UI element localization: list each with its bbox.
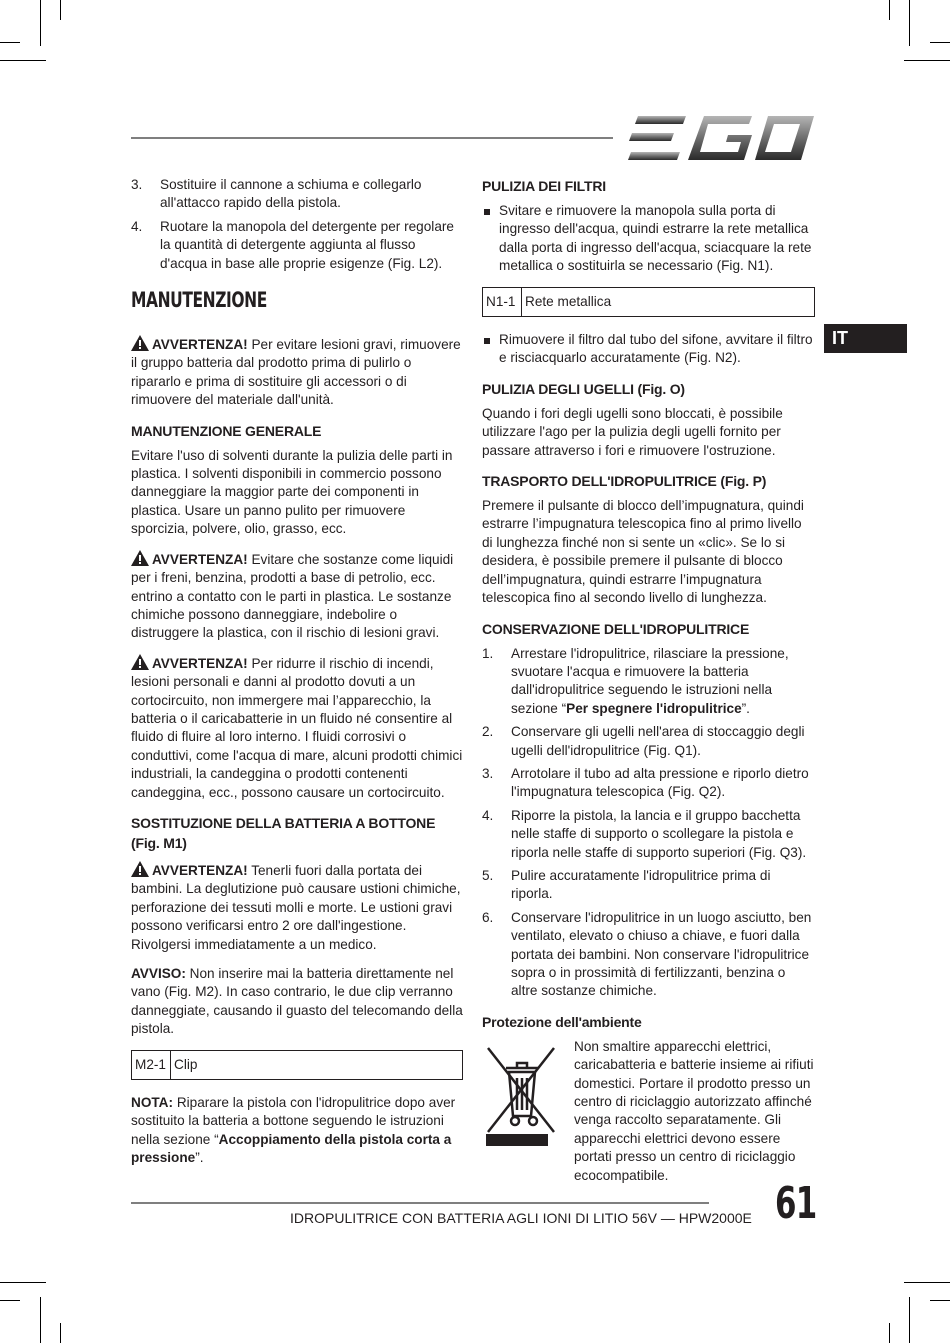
general-maintenance-text: Evitare l'uso di solventi durante la pulizia delle parti in plastica. I solventi disponibili in commercio possono danneggiare la maggior parte dei componenti in plastica. Usare un panno pulito per rimuovere sporcizia, polvere, olio, grasso, ecc. — [131, 447, 453, 537]
table-row — [483, 287, 815, 316]
weee-bin-icon — [482, 1038, 560, 1185]
list-item: 4. Riporre la pistola, la lancia e il gruppo bacchetta nelle staffe di supporto o scollegare la pistola e riporla nelle staffe di supporto superiori (Fig. Q3). — [482, 807, 807, 860]
list-item: 1. Arrestare l'idropulitrice, rilasciare la pressione, svuotare l'acqua e rimuovere la batteria dall'idropulitrice seguendo le istruzioni nella sezione “Per spegnere l'idropulitrice”. — [482, 645, 789, 716]
footer-text: IDROPULITRICE CON BATTERIA AGLI IONI DI LITIO 56V — HPW2000E — [290, 1210, 752, 1226]
crop-mark — [0, 42, 20, 43]
crop-mark — [909, 1297, 910, 1343]
crop-mark — [40, 0, 41, 46]
transport-title: TRASPORTO DELL'IDROPULITRICE (Fig. P) — [482, 473, 767, 490]
footer-rule — [131, 1202, 709, 1204]
nozzle-title: PULIZIA DEGLI UGELLI (Fig. O) — [482, 380, 685, 397]
right-column — [482, 176, 815, 1185]
left-column — [131, 176, 463, 1179]
list-item: 3. Sostituire il cannone a schiuma e collegarlo all'attacco rapido della pistola. — [131, 177, 422, 211]
table-key: N1-1 — [483, 287, 522, 316]
warning-label: AVVERTENZA! — [131, 656, 248, 671]
warning-icon — [131, 335, 149, 351]
warning-paragraph: AVVERTENZA! Per ridurre il rischio di incendi, lesioni personali e danni al prodotto dovuti a un cortocircuito, non immergere mai l’apparecchio, la batteria o il caricabatterie in un fluido né consentire al fluido di fluire al loro interno. I fluidi corrosivi o conduttivi, come l'acqua di mare, alcuni prodotti chimici industriali, la candeggina o prodotti contenenti candeggina, ecc., possono causare un cortocircuito. — [131, 655, 463, 800]
crop-mark — [0, 1300, 20, 1301]
list-item: 5. Pulire accuratamente l'idropulitrice prima di riporla. — [482, 867, 771, 902]
note-paragraph: NOTA: Riparare la pistola con l'idropulitrice dopo aver sostituito la batteria a bottone seguendo le istruzioni nella sezione “Accoppiamento della pistola corta a pressione”. — [131, 1095, 456, 1166]
crop-mark — [909, 0, 910, 46]
step-list — [131, 176, 463, 273]
warning-icon — [131, 654, 149, 670]
list-item: Rimuovere il filtro dal tubo del sifone, avvitare il filtro e risciacquarlo accuratamente (Fig. N2). — [482, 331, 815, 368]
reference-table — [482, 287, 815, 317]
crop-mark — [889, 1323, 890, 1343]
warning-paragraph: AVVERTENZA! Tenerli fuori dalla portata dei bambini. La deglutizione può causare ustioni chimiche, perforazione dei tessuti molli e morte. Le ustioni gravi possono verificarsi entro 2 ore dall'ingestione. Rivolgersi immediatamente a un medico. — [131, 862, 461, 952]
filters-title: PULIZIA DEI FILTRI — [482, 178, 606, 194]
section-title: MANUTENZIONE — [131, 288, 267, 313]
note-label: NOTA: — [131, 1095, 174, 1111]
page-number: 61 — [775, 1178, 817, 1229]
storage-title: CONSERVAZIONE DELL'IDROPULITRICE — [482, 620, 750, 637]
list-item: Svitare e rimuovere la manopola sulla porta di ingresso dell'acqua, quindi estrarre la rete metallica dalla porta di ingresso dell'acqua, sciacquare la rete metallica o sostituirla se necessario (Fig. N1). — [482, 202, 815, 276]
general-maintenance-title: MANUTENZIONE GENERALE — [131, 422, 322, 439]
crop-mark — [0, 60, 46, 61]
transport-text: Premere il pulsante di blocco dell’impugnatura, quindi estrarre l’impugnatura telescopica fino al primo livello di lunghezza finché non si sente un «clic». Se lo si desidera, è possibile premere il pulsante di blocco dell’impugnatura, quindi estrarre l’impugnatura telescopica fino al secondo livello di lunghezza. — [482, 498, 804, 606]
warning-icon — [131, 861, 149, 877]
table-key: M2-1 — [132, 1050, 171, 1079]
table-value: Rete metallica — [522, 287, 815, 316]
warning-label: AVVERTENZA! — [131, 863, 248, 878]
language-tab: IT — [824, 324, 907, 353]
battery-title: SOSTITUZIONE DELLA BATTERIA A BOTTONE (Fig. M1) — [131, 814, 436, 851]
environment-block — [482, 1038, 815, 1185]
warning-label: AVVERTENZA! — [131, 337, 248, 352]
crop-mark — [904, 60, 950, 61]
storage-list — [482, 645, 815, 1001]
list-item: 6. Conservare l'idropulitrice in un luogo asciutto, ben ventilato, elevato o chiuso a chiave, e fuori dalla portata dei bambini. Non conservare l'idropulitrice sopra o in prossimità di fertilizzanti, benzina o altre sostanze chimiche. — [482, 909, 812, 999]
nozzle-text: Quando i fori degli ugelli sono bloccati, è possibile utilizzare l'ago per la pulizia degli ugelli fornito per passare attraverso i fori e rimuovere l'ostruzione. — [482, 405, 783, 458]
crop-mark — [930, 42, 950, 43]
crop-mark — [889, 0, 890, 20]
environment-text: Non smaltire apparecchi elettrici, caricabatteria e batterie insieme ai rifiuti domestici. Portare il prodotto presso un centro di riciclaggio autorizzato affinché venga raccolto separatamente. Gli apparecchi elettrici devono essere portati presso un centro di riciclaggio ecocompatibile. — [574, 1038, 814, 1183]
header-rule — [131, 137, 613, 139]
warning-paragraph: AVVERTENZA! Evitare che sostanze come liquidi per i freni, benzina, prodotti a base di petrolio, ecc. entrino a contatto con le parti in plastica. Le sostanze chimiche possono danneggiare, indebolire o distruggere la plastica, con il rischio di lesioni gravi. — [131, 551, 454, 641]
reference-table — [131, 1050, 463, 1080]
bullet-list — [482, 202, 815, 276]
crop-mark — [60, 1323, 61, 1343]
warning-paragraph: AVVERTENZA! Per evitare lesioni gravi, rimuovere il gruppo batteria dal prodotto prima di pulirlo o ripararlo e prima di sostituire gli accessori o di rimuovere del materiale dall'unità. — [131, 337, 461, 408]
notice-label: AVVISO: — [131, 966, 186, 981]
table-row — [132, 1050, 463, 1079]
crop-mark — [0, 1282, 46, 1283]
environment-title: Protezione dell'ambiente — [482, 1013, 642, 1030]
warning-label: AVVERTENZA! — [131, 552, 248, 567]
crop-mark — [40, 1297, 41, 1343]
crop-mark — [60, 0, 61, 20]
list-item: 3. Arrotolare il tubo ad alta pressione e riporlo dietro l'impugnatura telescopica (Fig. Q2). — [482, 765, 809, 800]
list-item: 4. Ruotare la manopola del detergente per regolare la quantità di detergente aggiunta al flusso d'acqua in base alle proprie esigenze (Fig. L2). — [131, 218, 454, 271]
ego-logo — [628, 116, 814, 160]
bullet-list — [482, 331, 815, 368]
warning-icon — [131, 550, 149, 566]
crop-mark — [930, 1300, 950, 1301]
notice-paragraph: AVVISO: Non inserire mai la batteria direttamente nel vano (Fig. M2). In caso contrario, le due clip verranno danneggiate, causando il guasto del telecomando della pistola. — [131, 966, 463, 1037]
table-value: Clip — [171, 1050, 463, 1079]
list-item: 2. Conservare gli ugelli nell'area di stoccaggio degli ugelli dell'idropulitrice (Fig. Q1). — [482, 724, 805, 758]
crop-mark — [904, 1282, 950, 1283]
